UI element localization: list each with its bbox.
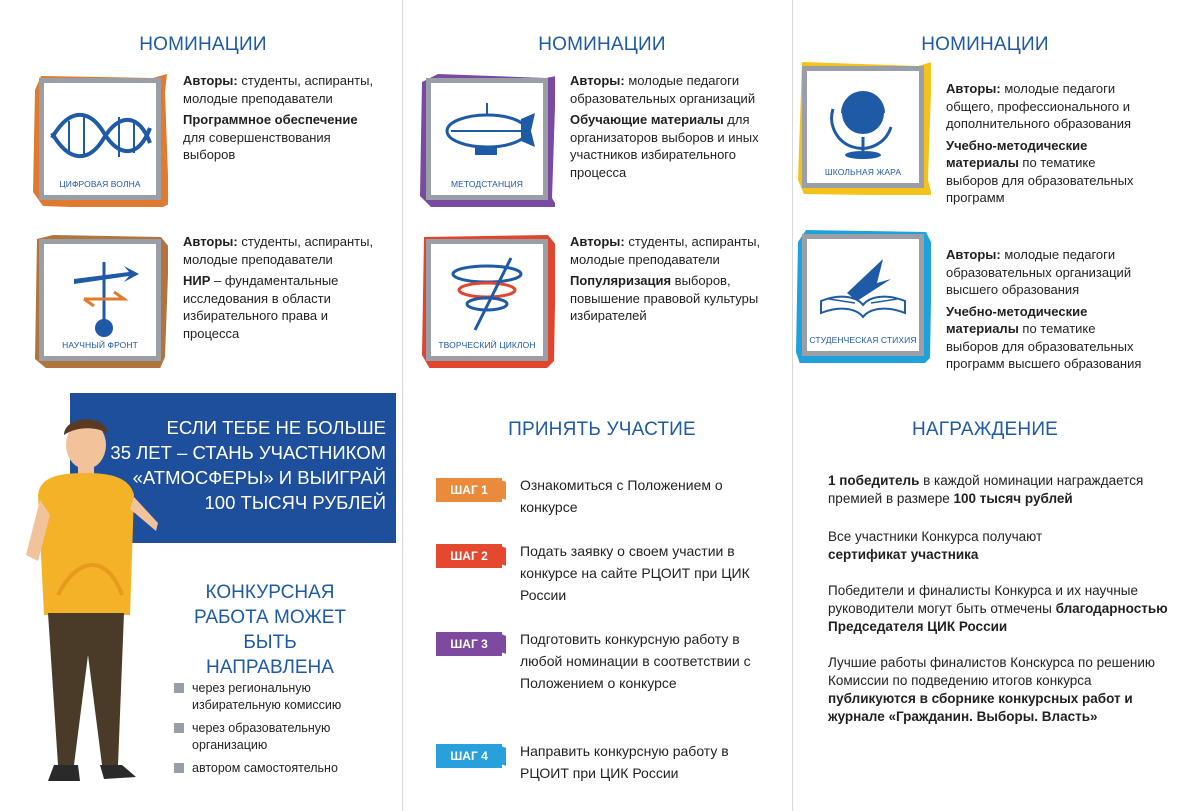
list-item	[174, 720, 374, 754]
column-middle	[402, 0, 792, 811]
nomination-description	[946, 246, 1146, 377]
list-item	[174, 760, 374, 777]
nomination-caption: СТУДЕНЧЕСКАЯ СТИХИЯ	[809, 335, 917, 345]
list-item-text: автором самостоятельно	[192, 761, 338, 775]
award-paragraph-1	[828, 472, 1178, 508]
step-badge: ШАГ 4	[436, 744, 502, 768]
step-text: Направить конкурсную работу в РЦОИТ при ЦИК России	[520, 743, 729, 781]
topic-bold: Учебно-методические материалы	[946, 303, 1088, 336]
list-item-text: через региональную избирательную комиссию	[192, 681, 342, 712]
authors-text: студенты, аспиранты, молодые преподаватели	[570, 234, 761, 267]
award-bold: благодарностью Председателя ЦИК России	[828, 601, 1168, 634]
topic-text: для совершенствования выборов	[183, 129, 331, 162]
column-left	[0, 0, 402, 811]
step-badge: ШАГ 1	[436, 478, 502, 502]
nomination-card	[802, 234, 924, 356]
topic-text: выборов, повышение правовой культуры избирателей	[570, 273, 759, 323]
nomination-description	[946, 80, 1146, 211]
nomination-caption: ТВОРЧЕСКИЙ ЦИКЛОН	[438, 340, 536, 350]
list-item	[174, 680, 374, 714]
award-bold: 1 победитель	[828, 473, 920, 488]
nomination-caption: ШКОЛЬНАЯ ЖАРА	[824, 167, 902, 177]
nomination-caption: НАУЧНЫЙ ФРОНТ	[62, 340, 138, 350]
award-paragraph-2	[828, 528, 1178, 564]
topic-bold: Программное обеспечение	[183, 112, 358, 127]
nomination-card	[39, 239, 161, 361]
award-bold: сертификат участника	[828, 547, 979, 562]
authors-label: Авторы:	[570, 73, 625, 88]
authors-text: молодые педагоги образовательных организаций	[570, 73, 756, 106]
banner-line: 35 ЛЕТ – СТАНЬ УЧАСТНИКОМ	[110, 442, 386, 463]
nomination-card	[39, 78, 161, 200]
authors-label: Авторы:	[946, 81, 1001, 96]
nominations-title: НОМИНАЦИИ	[538, 34, 666, 55]
award-text: Все участники Конкурса получают	[828, 529, 1043, 544]
send-section-title	[170, 580, 370, 680]
award-paragraph-4	[828, 654, 1178, 726]
authors-text: молодые педагоги общего, профессионального и дополнительного образования	[946, 81, 1132, 131]
step-badge: ШАГ 3	[436, 632, 502, 656]
banner-line: «АТМОСФЕРЫ» И ВЫИГРАЙ	[132, 467, 386, 488]
award-bold: 100 тысяч рублей	[953, 491, 1073, 506]
send-title-line: КОНКУРСНАЯ	[205, 582, 335, 603]
topic-bold: Учебно-методические материалы	[946, 137, 1088, 170]
nomination-description	[183, 233, 383, 346]
authors-label: Авторы:	[946, 247, 1001, 262]
bullet-square-icon	[174, 683, 184, 693]
list-item-text: через образовательную организацию	[192, 721, 331, 752]
banner-line: 100 ТЫСЯЧ РУБЛЕЙ	[204, 492, 386, 513]
column-right	[792, 0, 1195, 811]
step-text: Подготовить конкурсную работу в любой номинации в соответствии с Положением о конкурсе	[520, 631, 751, 691]
authors-text: молодые педагоги образовательных организаций высшего образования	[946, 247, 1132, 297]
nomination-description	[183, 72, 383, 168]
topic-bold: Обучающие материалы	[570, 112, 724, 127]
topic-bold: Популяризация	[570, 273, 672, 288]
topic-text: по тематике выборов для образовательных программ	[946, 155, 1134, 205]
award-bold: публикуются в сборнике конкурсных работ и журнале «Гражданин. Выборы. Власть»	[828, 691, 1133, 724]
student-illustration	[18, 405, 168, 811]
step-text: Подать заявку о своем участии в конкурсе на сайте РЦОИТ при ЦИК России	[520, 543, 750, 603]
award-paragraph-3	[828, 582, 1178, 636]
award-text: в каждой номинации награждается премией в размере	[828, 473, 1144, 506]
topic-text: – фундаментальные исследования в области избирательного права и процесса	[183, 273, 339, 341]
step-text: Ознакомиться с Положением о конкурсе	[520, 477, 723, 515]
nomination-card	[426, 78, 548, 200]
award-text: Лучшие работы финалистов Конскурса по решению Комиссии по подведению итогов конкурса	[828, 655, 1156, 688]
topic-text: для организаторов выборов и иных участников избирательного процесса	[570, 112, 759, 180]
nomination-card	[802, 66, 924, 188]
nomination-description	[570, 72, 770, 185]
authors-text: студенты, аспиранты, молодые преподаватели	[183, 73, 374, 106]
send-title-line: НАПРАВЛЕНА	[206, 657, 334, 678]
topic-bold: НИР	[183, 273, 211, 288]
award-title: НАГРАЖДЕНИЕ	[911, 419, 1059, 440]
topic-text: по тематике выборов для образовательных программ высшего образования	[946, 321, 1142, 371]
nomination-card	[426, 239, 548, 361]
nominations-title: НОМИНАЦИИ	[921, 34, 1049, 55]
authors-label: Авторы:	[570, 234, 625, 249]
send-list	[174, 680, 374, 783]
steps-title: ПРИНЯТЬ УЧАСТИЕ	[508, 419, 696, 440]
authors-text: студенты, аспиранты, молодые преподаватели	[183, 234, 374, 267]
nomination-caption: ЦИФРОВАЯ ВОЛНА	[59, 179, 141, 189]
banner-line: ЕСЛИ ТЕБЕ НЕ БОЛЬШЕ	[166, 417, 386, 438]
send-title-line: РАБОТА МОЖЕТ БЫТЬ	[193, 607, 347, 653]
authors-label: Авторы:	[183, 234, 238, 249]
bullet-square-icon	[174, 763, 184, 773]
authors-label: Авторы:	[183, 73, 238, 88]
nomination-description	[570, 233, 770, 329]
nomination-caption: МЕТОДСТАНЦИЯ	[450, 179, 524, 189]
nominations-title: НОМИНАЦИИ	[139, 34, 267, 55]
award-text: Победители и финалисты Конкурса и их научные руководители могут быть отмечены	[828, 583, 1138, 616]
bullet-square-icon	[174, 723, 184, 733]
step-badge: ШАГ 2	[436, 544, 502, 568]
